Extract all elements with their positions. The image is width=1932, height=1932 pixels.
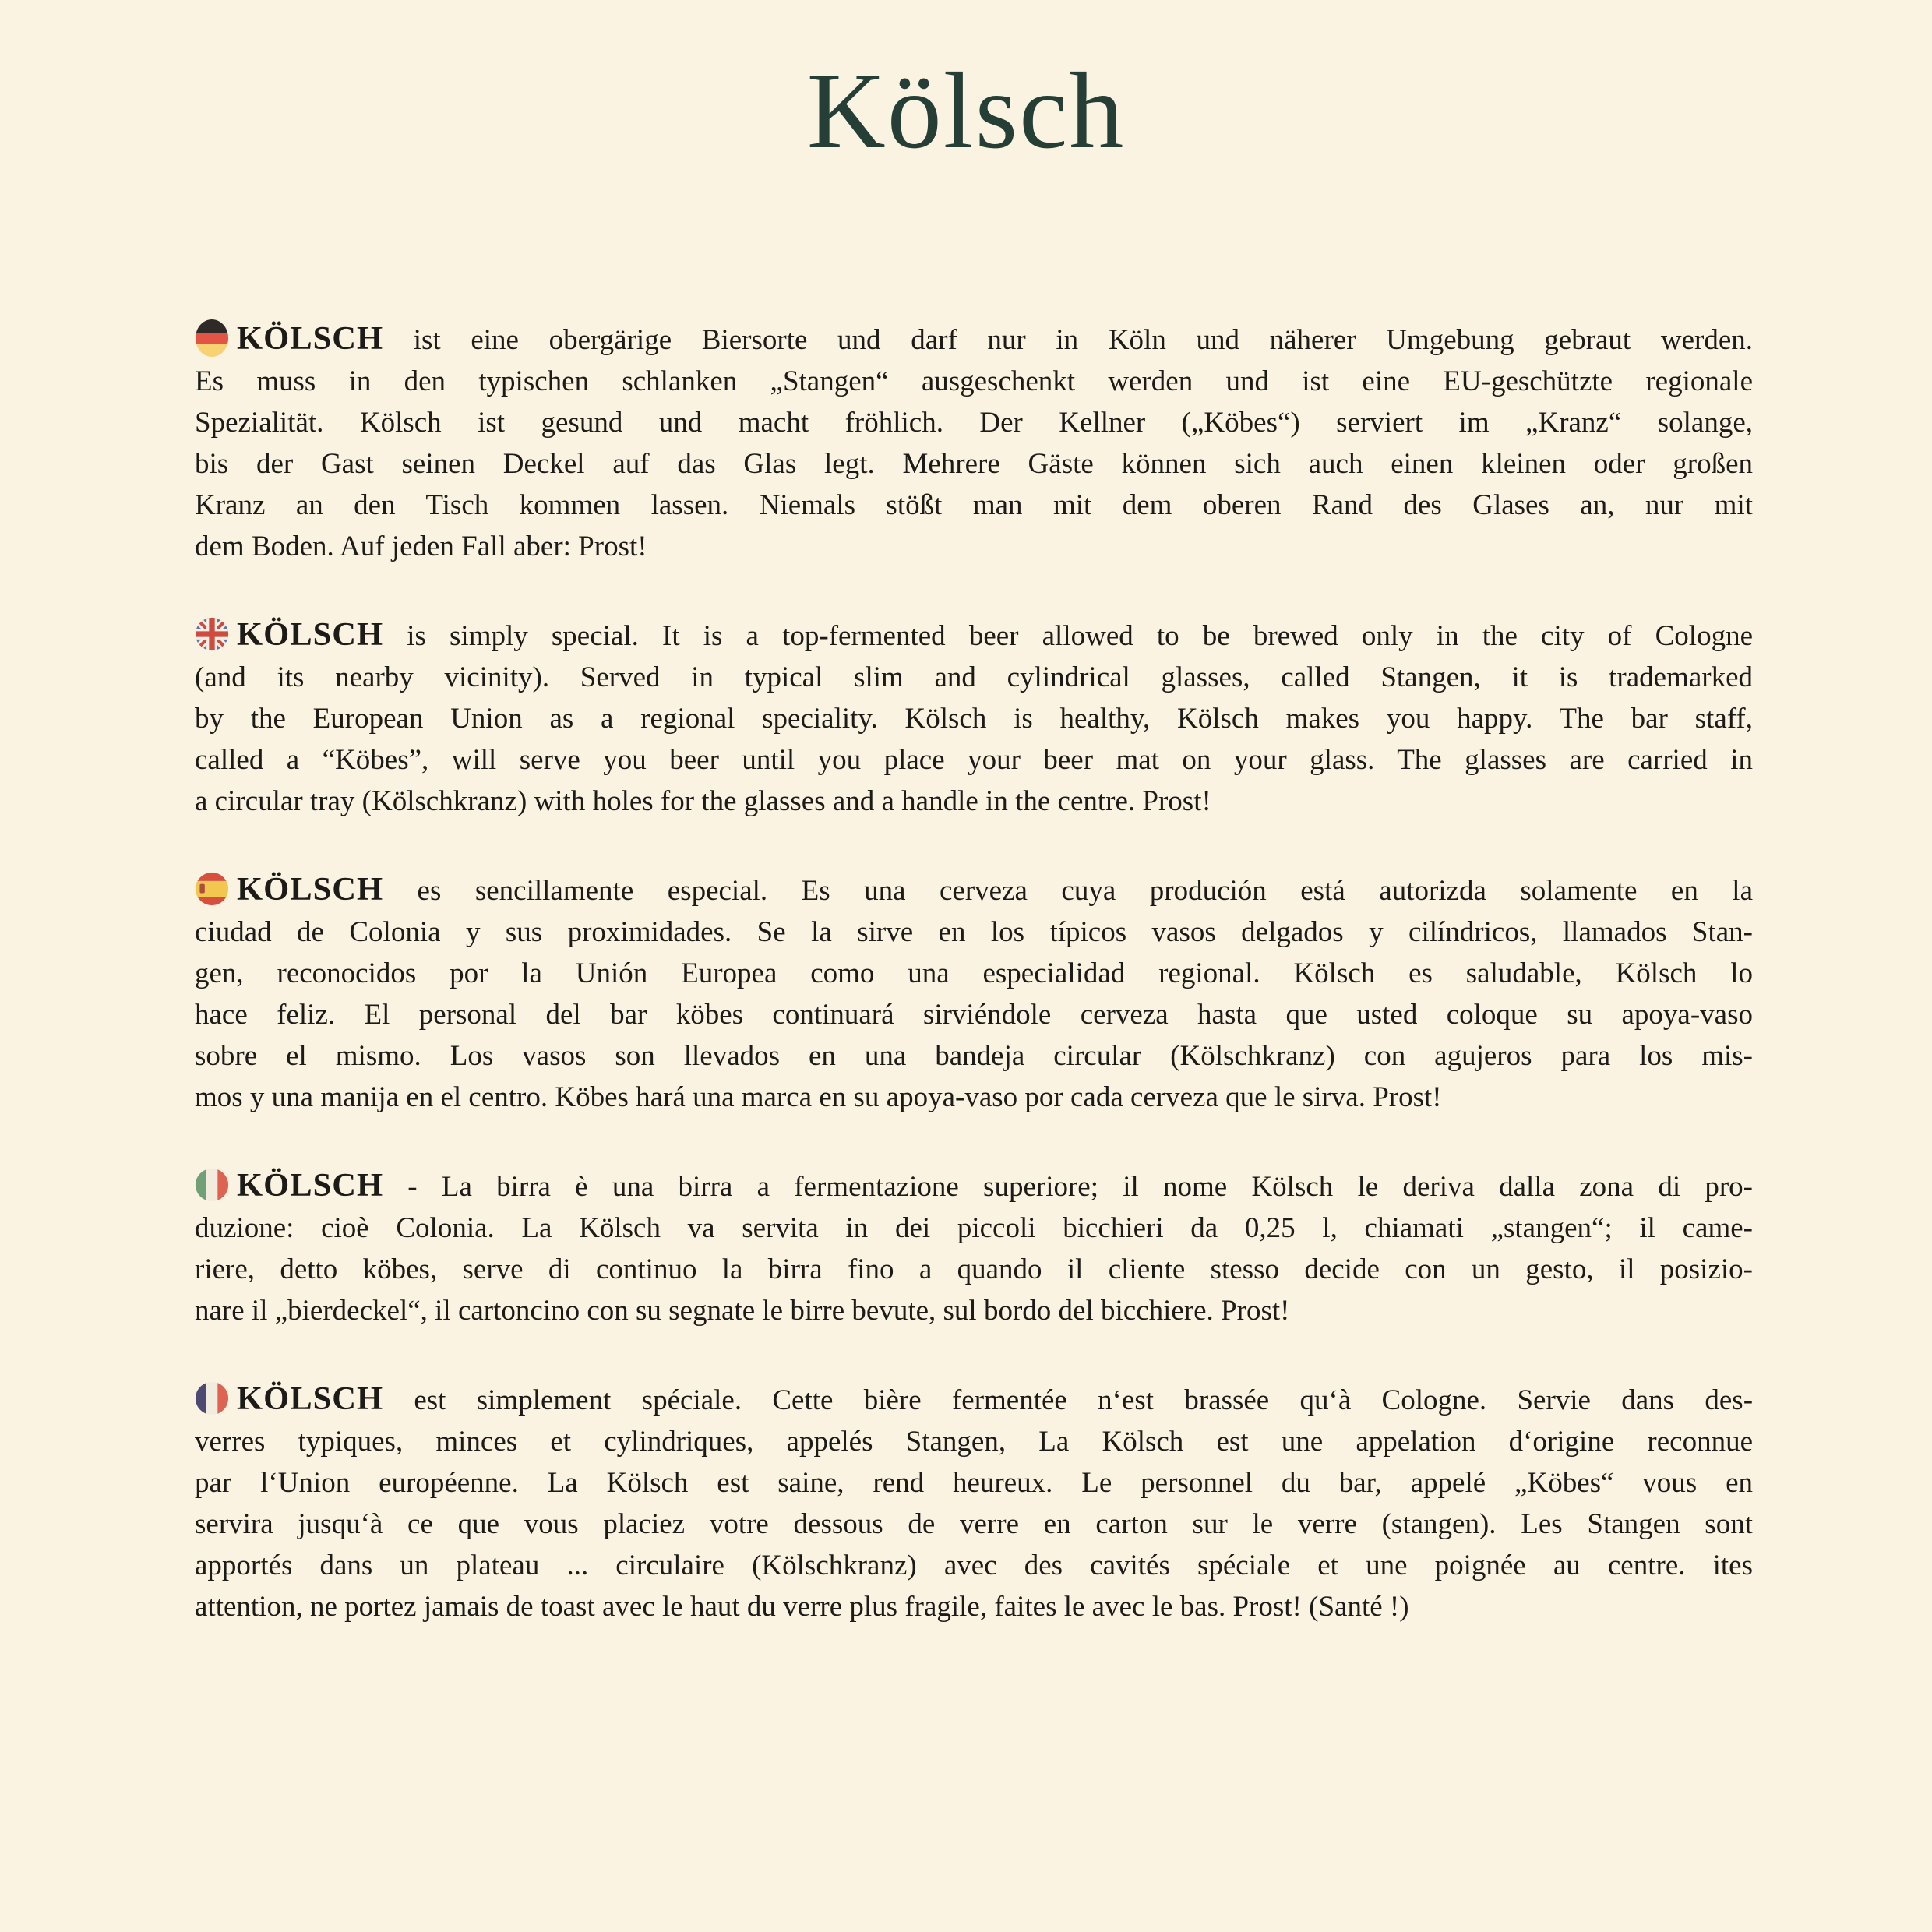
text-line	[195, 869, 1753, 911]
paragraph-lead: KÖLSCH	[237, 1167, 384, 1204]
text-line: duzione: cioè Colonia. La Kölsch va servita in dei piccoli bicchieri da 0,25 l, chiamati „stangen“; il came-	[195, 1212, 1753, 1244]
text-line: called a “Köbes”, will serve you beer until you place your beer mat on your glass. The glasses are carried in	[195, 744, 1753, 776]
paragraph-french	[195, 1378, 1753, 1627]
text-line: hace feliz. El personal del bar köbes continuará sirviéndole cerveza hasta que usted coloque su apoya-vaso	[195, 999, 1753, 1031]
paragraph-spanish	[195, 869, 1753, 1118]
text-line: (and its nearby vicinity). Served in typical slim and cylindrical glasses, called Stangen, it is trademarked	[195, 661, 1753, 693]
text-line: bis der Gast seinen Deckel auf das Glas legt. Mehrere Gäste können sich auch einen kleinen oder großen	[195, 448, 1753, 480]
paragraph-italian	[195, 1165, 1753, 1331]
italy-flag-icon	[195, 1166, 229, 1204]
text-line: verres typiques, minces et cylindriques, appelés Stangen, La Kölsch est une appelation d‘origine reconnue	[195, 1426, 1753, 1458]
text-line: nare il „bierdeckel“, il cartoncino con su segnate le birre bevute, sul bordo del bicchiere. Prost!	[195, 1295, 1290, 1327]
text-line: sobre el mismo. Los vasos son llevados en una bandeja circular (Kölschkranz) con agujeros para los mis-	[195, 1040, 1753, 1072]
text-line	[195, 614, 1753, 657]
text-line: by the European Union as a regional speciality. Kölsch is healthy, Kölsch makes you happy. The bar staff,	[195, 703, 1753, 735]
multilingual-text-block	[195, 318, 1753, 1674]
paragraph-text: est simplement spéciale. Cette bière fermentée n‘est brassée qu‘à Cologne. Servie dans des-	[414, 1384, 1754, 1416]
text-line: a circular tray (Kölschkranz) with holes for the glasses and a handle in the centre. Prost!	[195, 785, 1211, 817]
paragraph-lead: KÖLSCH	[237, 616, 384, 653]
text-line: attention, ne portez jamais de toast avec le haut du verre plus fragile, faites le avec le bas. Prost! (Santé !)	[195, 1591, 1409, 1623]
text-line: gen, reconocidos por la Unión Europea como una especialidad regional. Kölsch es saludable, Kölsch lo	[195, 957, 1753, 989]
france-flag-icon	[195, 1380, 229, 1417]
text-line: Spezialität. Kölsch ist gesund und macht fröhlich. Der Kellner („Köbes“) serviert im „Kranz“ solange,	[195, 407, 1753, 439]
text-line	[195, 318, 1753, 361]
text-line	[195, 1165, 1753, 1208]
paragraph-text: ist eine obergärige Biersorte und darf nur in Köln und näherer Umgebung gebraut werden.	[413, 324, 1754, 356]
paragraph-lead: KÖLSCH	[237, 871, 384, 908]
text-line: par l‘Union européenne. La Kölsch est saine, rend heureux. Le personnel du bar, appelé „Köbes“ vous en	[195, 1467, 1753, 1499]
text-line: riere, detto köbes, serve di continuo la birra fino a quando il cliente stesso decide con un gesto, il posizio-	[195, 1253, 1753, 1285]
text-line: Kranz an den Tisch kommen lassen. Niemals stößt man mit dem oberen Rand des Glases an, nur mit	[195, 489, 1753, 521]
spain-flag-icon	[195, 870, 229, 908]
page-title: Kölsch	[806, 51, 1126, 171]
paragraph-german	[195, 318, 1753, 567]
paragraph-text: is simply special. It is a top-fermented beer allowed to be brewed only in the city of Cologne	[407, 620, 1753, 652]
text-line	[195, 1378, 1753, 1421]
text-line: ciudad de Colonia y sus proximidades. Se la sirve en los típicos vasos delgados y cilíndricos, llamados Stan-	[195, 916, 1753, 948]
paragraph-english	[195, 614, 1753, 822]
text-line: Es muss in den typischen schlanken „Stangen“ ausgeschenkt werden und ist eine EU-geschützte regionale	[195, 365, 1753, 397]
text-line: dem Boden. Auf jeden Fall aber: Prost!	[195, 531, 647, 562]
paragraph-lead: KÖLSCH	[237, 1380, 384, 1417]
paragraph-lead: KÖLSCH	[237, 320, 384, 357]
paragraph-text: es sencillamente especial. Es una cerveza cuya produción está autorizda solamente en la	[417, 875, 1753, 907]
uk-flag-icon	[195, 615, 229, 653]
paragraph-text: - La birra è una birra a fermentazione superiore; il nome Kölsch le deriva dalla zona di pro-	[407, 1171, 1753, 1203]
text-line: mos y una manija en el centro. Köbes hará una marca en su apoya-vaso por cada cerveza que le sirva. Prost!	[195, 1081, 1442, 1113]
text-line: apportés dans un plateau ... circulaire (Kölschkranz) avec des cavités spéciale et une poignée au centre. ites	[195, 1549, 1753, 1581]
text-line: servira jusqu‘à ce que vous placiez votre dessous de verre en carton sur le verre (stangen). Les Stangen sont	[195, 1508, 1753, 1540]
germany-flag-icon	[195, 319, 229, 357]
